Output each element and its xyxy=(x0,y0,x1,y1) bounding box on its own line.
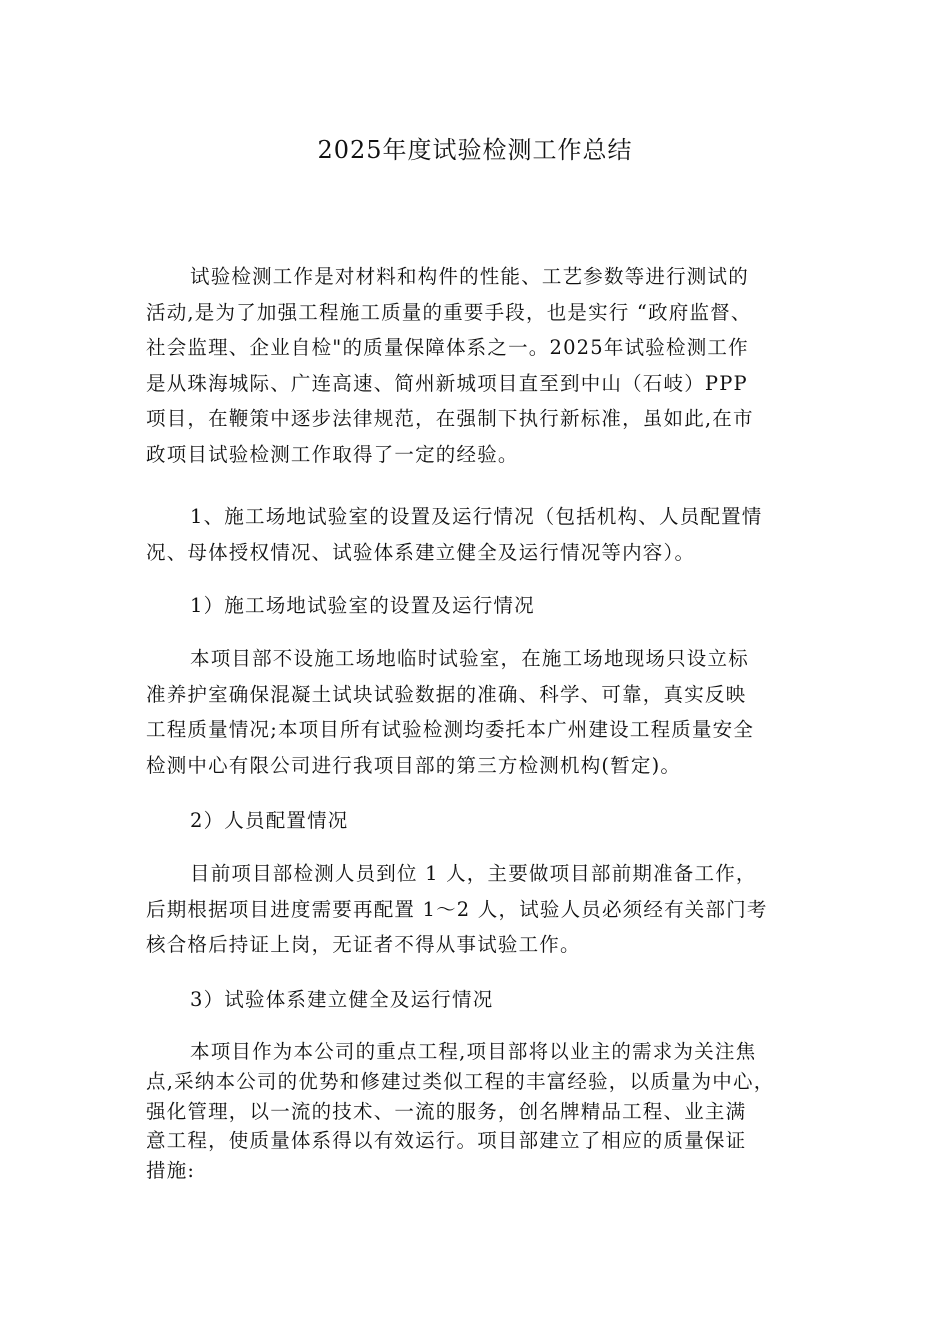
text-line: 点,采纳本公司的优势和修建过类似工程的丰富经验，以质量为中心， xyxy=(146,1069,775,1093)
text-line: 核合格后持证上岗，无证者不得从事试验工作。 xyxy=(146,933,581,957)
text-line: 后期根据项目进度需要再配置 1～2 人，试验人员必须经有关部门考 xyxy=(146,897,768,921)
subheading-lab-setup xyxy=(146,588,816,624)
subheading-system xyxy=(146,982,816,1018)
text-line: 检测中心有限公司进行我项目部的第三方检测机构(暂定)。 xyxy=(146,753,682,777)
text-line: 2）人员配置情况 xyxy=(190,809,349,832)
text-line: 1）施工场地试验室的设置及运行情况 xyxy=(190,594,535,617)
text-line: 试验检测工作是对材料和构件的性能、工艺参数等进行测试的 xyxy=(190,265,749,288)
paragraph-intro xyxy=(146,259,816,473)
text-line: 准养护室确保混凝土试块试验数据的准确、科学、可靠，真实反映 xyxy=(146,682,747,706)
paragraph-section-1 xyxy=(146,499,816,570)
text-line: 强化管理，以一流的技术、一流的服务，创名牌精品工程、业主满 xyxy=(146,1099,747,1123)
paragraph-staffing xyxy=(146,856,816,963)
paragraph-system xyxy=(146,1037,816,1186)
text-line: 目前项目部检测人员到位 1 人，主要做项目部前期准备工作， xyxy=(190,862,757,885)
text-line: 项目，在鞭策中逐步法律规范，在强制下执行新标准，虽如此,在市 xyxy=(146,407,754,431)
text-line: 本项目作为本公司的重点工程,项目部将以业主的需求为关注焦 xyxy=(190,1040,757,1063)
text-line: 是从珠海城际、广连高速、简州新城项目直至到中山（石岐）PPP xyxy=(146,371,748,395)
text-line: 政项目试验检测工作取得了一定的经验。 xyxy=(146,442,519,466)
text-line: 况、母体授权情况、试验体系建立健全及运行情况等内容）。 xyxy=(146,540,696,564)
text-line: 本项目部不设施工场地临时试验室，在施工场地现场只设立标 xyxy=(190,647,749,670)
text-line: 工程质量情况;本项目所有试验检测均委托本广州建设工程质量安全 xyxy=(146,718,755,742)
subheading-staffing xyxy=(146,803,816,839)
document-title: 2025年度试验检测工作总结 xyxy=(317,136,633,164)
text-line: 活动,是为了加强工程施工质量的重要手段，也是实行 “政府监督、 xyxy=(146,300,752,324)
paragraph-lab-setup xyxy=(146,641,816,783)
text-line: 措施: xyxy=(146,1159,196,1183)
text-line: 3）试验体系建立健全及运行情况 xyxy=(190,988,494,1011)
text-line: 意工程，使质量体系得以有效运行。项目部建立了相应的质量保证 xyxy=(146,1129,747,1153)
text-line: 1、施工场地试验室的设置及运行情况（包括机构、人员配置情 xyxy=(190,505,763,528)
text-line: 社会监理、企业自检"的质量保障体系之一。2025年试验检测工作 xyxy=(146,336,749,360)
